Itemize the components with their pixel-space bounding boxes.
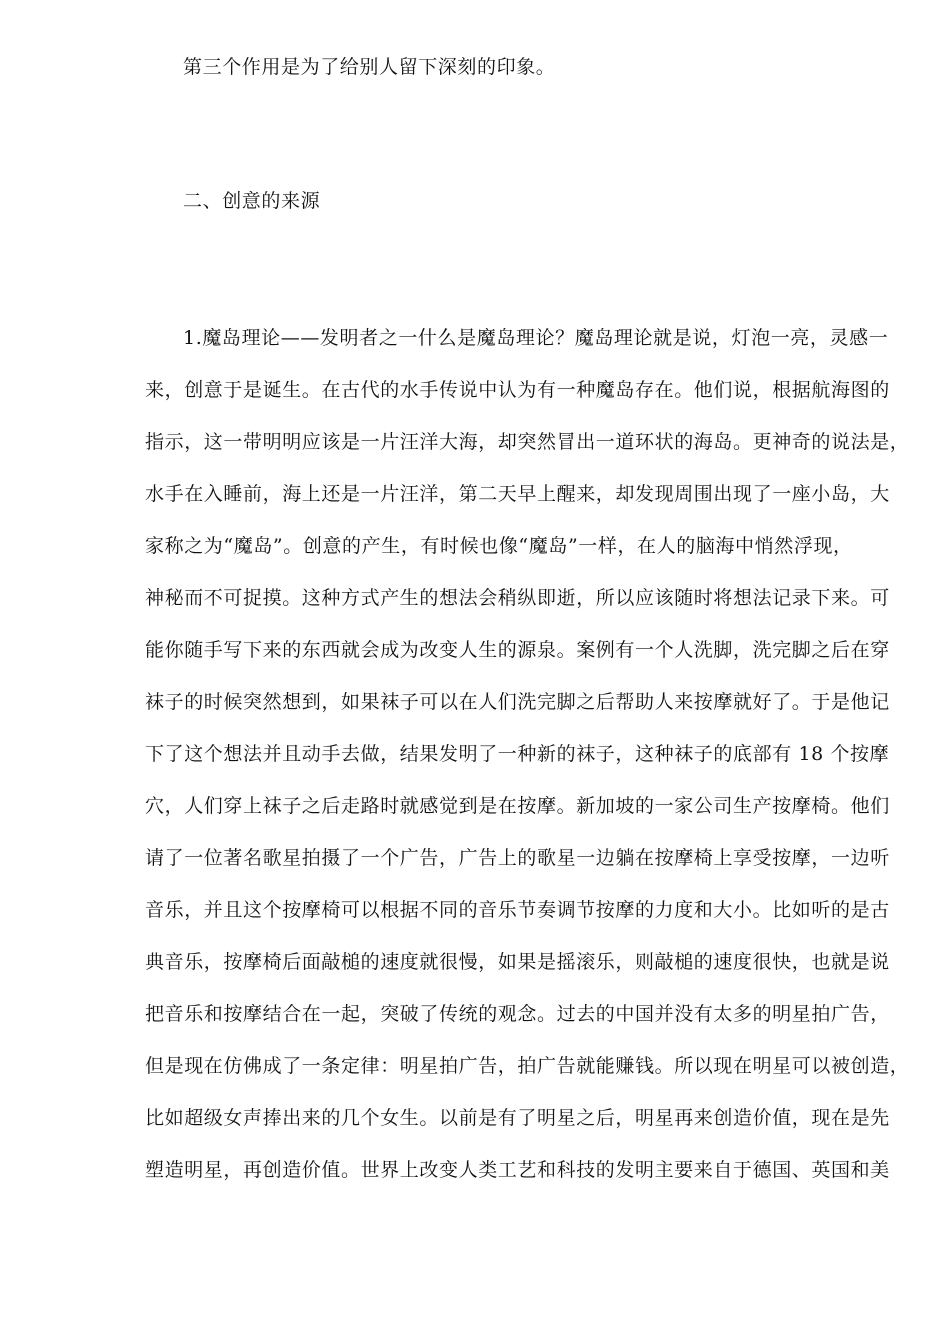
paragraph-line: 穴，人们穿上袜子之后走路时就感觉到是在按摩。新加坡的一家公司生产按摩椅。他们 <box>145 795 890 817</box>
paragraph-line: 能你随手写下来的东西就会成为改变人生的源泉。案例有一个人洗脚，洗完脚之后在穿 <box>145 639 890 661</box>
paragraph-line: 袜子的时候突然想到，如果袜子可以在人们洗完脚之后帮助人来按摩就好了。于是他记 <box>145 691 890 713</box>
paragraph-line: 神秘而不可捉摸。这种方式产生的想法会稍纵即逝，所以应该随时将想法记录下来。可 <box>145 587 890 609</box>
paragraph-line: 典音乐，按摩椅后面敲槌的速度就很慢，如果是摇滚乐，则敲槌的速度很快，也就是说 <box>145 951 890 973</box>
paragraph-line: 来，创意于是诞生。在古代的水手传说中认为有一种魔岛存在。他们说，根据航海图的 <box>145 379 890 401</box>
paragraph-line: 把音乐和按摩结合在一起，突破了传统的观念。过去的中国并没有太多的明星拍广告， <box>145 1003 890 1025</box>
paragraph-line: 下了这个想法并且动手去做，结果发明了一种新的袜子，这种袜子的底部有 18 个按摩 <box>145 743 890 765</box>
paragraph-line: 请了一位著名歌星拍摄了一个广告，广告上的歌星一边躺在按摩椅上享受按摩，一边听 <box>145 847 890 869</box>
paragraph-line: 1.魔岛理论——发明者之一什么是魔岛理论？魔岛理论就是说，灯泡一亮，灵感一 <box>183 327 889 349</box>
paragraph-line: 音乐，并且这个按摩椅可以根据不同的音乐节奏调节按摩的力度和大小。比如听的是古 <box>145 899 890 921</box>
paragraph-line: 比如超级女声捧出来的几个女生。以前是有了明星之后，明星再来创造价值，现在是先 <box>145 1107 890 1129</box>
paragraph-line: 家称之为“魔岛”。创意的产生，有时候也像“魔岛”一样，在人的脑海中悄然浮现， <box>145 535 853 557</box>
paragraph-line: 指示，这一带明明应该是一片汪洋大海，却突然冒出一道环状的海岛。更神奇的说法是， <box>145 431 910 453</box>
paragraph-line: 但是现在仿佛成了一条定律：明星拍广告，拍广告就能赚钱。所以现在明星可以被创造， <box>145 1055 910 1077</box>
paragraph-line: 塑造明星，再创造价值。世界上改变人类工艺和科技的发明主要来自于德国、英国和美 <box>145 1159 890 1181</box>
section-heading: 二、创意的来源 <box>183 190 321 212</box>
intro-line: 第三个作用是为了给别人留下深刻的印象。 <box>183 56 556 78</box>
paragraph-line: 水手在入睡前，海上还是一片汪洋，第二天早上醒来，却发现周围出现了一座小岛，大 <box>145 483 890 505</box>
